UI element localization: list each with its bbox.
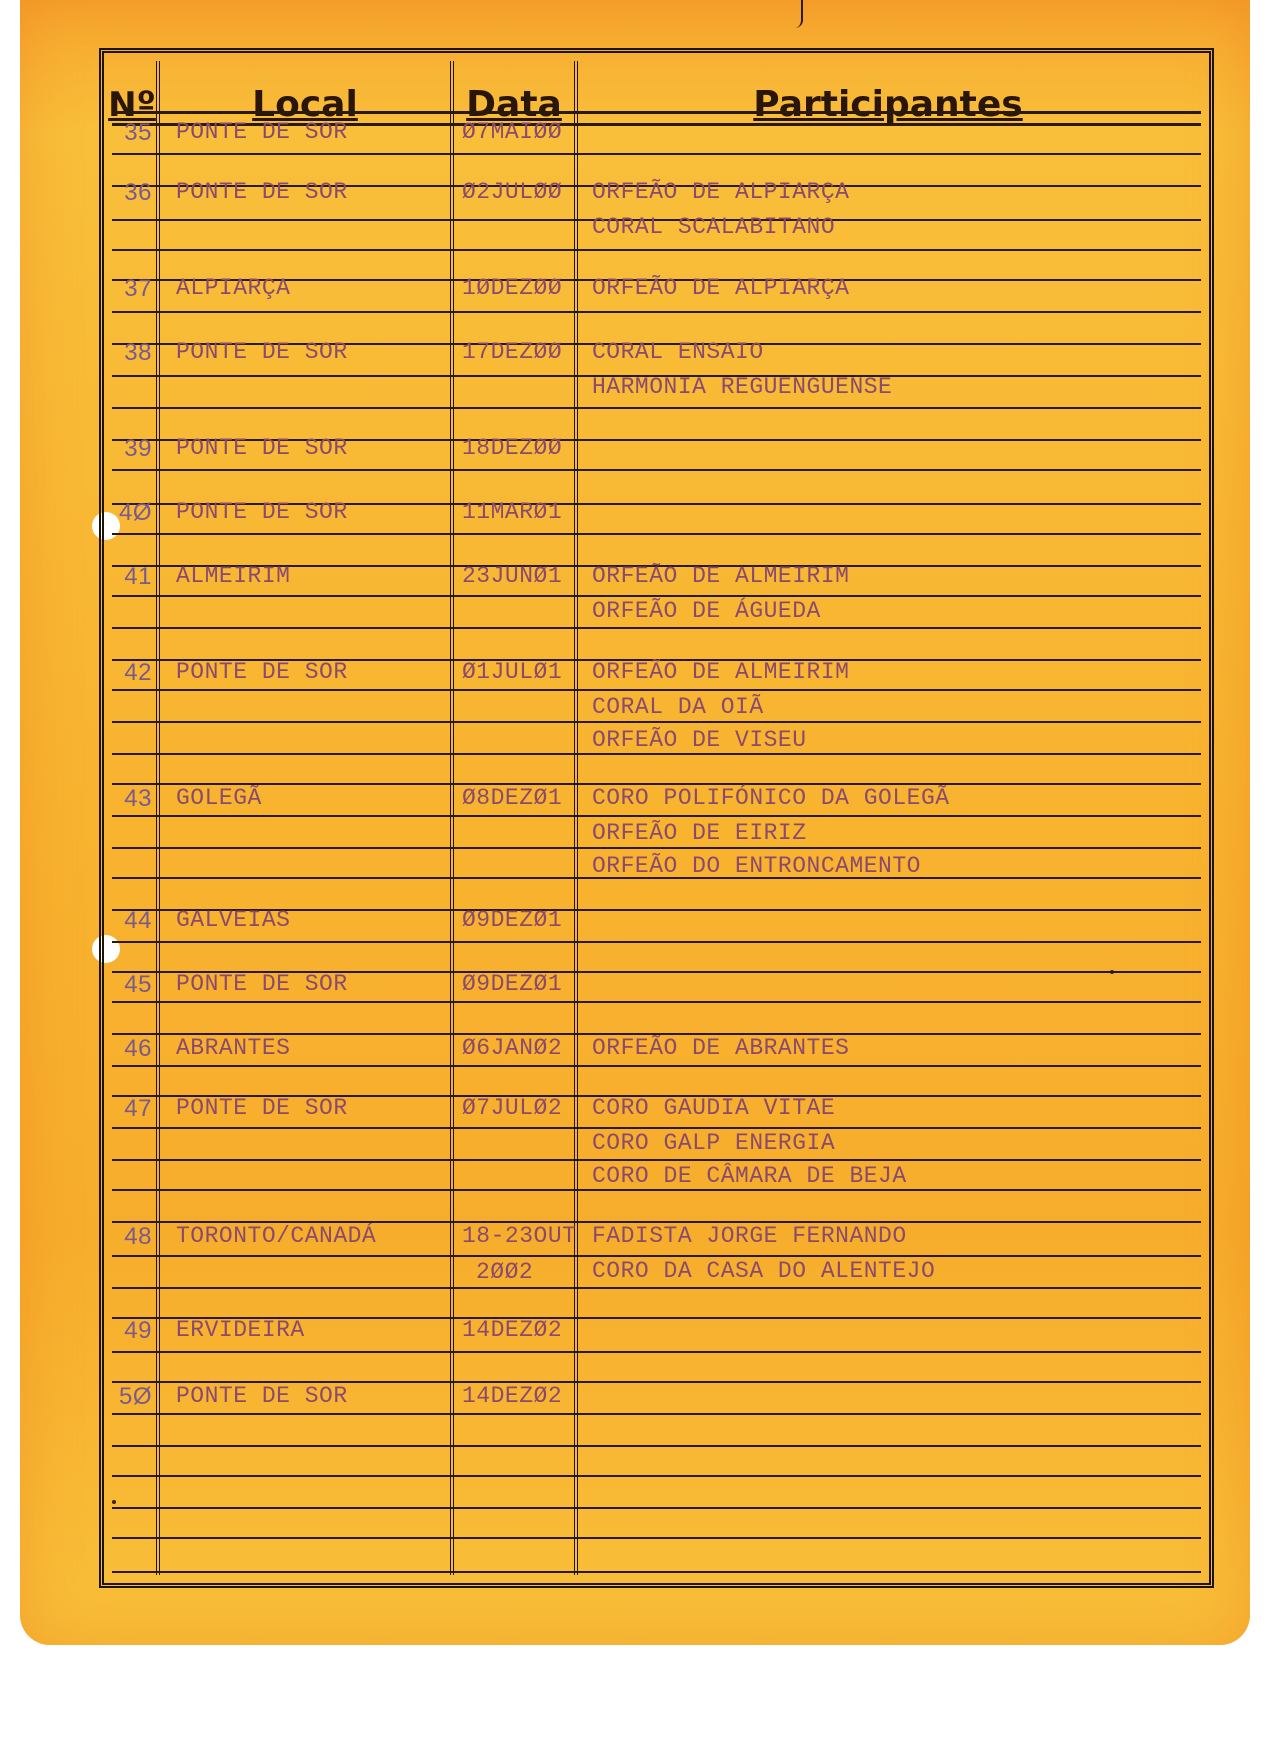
entry-date: 18DEZØØ (462, 435, 563, 461)
header-local: Local (252, 84, 358, 125)
entry-participant: ORFEÃO DE ABRANTES (592, 1035, 850, 1061)
entry-local: PONTE DE SOR (176, 435, 348, 461)
ruled-line (112, 1571, 1201, 1573)
entry-participant: HARMONIA REGUENGUENSE (592, 374, 893, 400)
entry-local: ALPIARÇA (176, 275, 291, 301)
entry-local: GOLEGÃ (176, 785, 262, 811)
entry-date: Ø6JANØ2 (462, 1035, 563, 1061)
ledger-table (99, 48, 1214, 1588)
header-num: Nº (108, 85, 156, 125)
ruled-line (112, 1159, 1201, 1161)
entry-number: 4Ø (118, 499, 152, 526)
entry-participant: CORO GALP ENERGIA (592, 1130, 836, 1156)
column-divider (156, 61, 160, 1575)
ledger-sheet (20, 0, 1250, 1645)
entry-number: 44 (124, 907, 152, 934)
ruled-line (112, 1475, 1201, 1477)
entry-number: 49 (124, 1317, 152, 1344)
ruled-line (112, 1001, 1201, 1003)
entry-date: Ø8DEZØ1 (462, 785, 563, 811)
entry-date: Ø7JULØ2 (462, 1095, 563, 1121)
entry-local: GALVEIAS (176, 907, 291, 933)
ruled-line (112, 595, 1201, 597)
header-data: Data (466, 84, 562, 125)
entry-number: 45 (124, 971, 152, 998)
entry-number: 5Ø (118, 1383, 152, 1410)
ruled-line (112, 721, 1201, 723)
entry-local: ABRANTES (176, 1035, 291, 1061)
entry-date: Ø2JULØØ (462, 179, 563, 205)
ruled-line (112, 627, 1201, 629)
ruled-line (112, 533, 1201, 535)
pen-mark (795, 0, 803, 28)
entry-number: 35 (124, 119, 152, 146)
entry-local: PONTE DE SOR (176, 499, 348, 525)
entry-date: Ø1JULØ1 (462, 659, 563, 685)
entry-number: 46 (124, 1035, 152, 1062)
entry-date: 18-23OUT (462, 1223, 577, 1249)
header-participantes: Participantes (753, 84, 1023, 125)
ruled-line (112, 1287, 1201, 1289)
entry-participant: CORAL DA OIÃ (592, 694, 764, 720)
entry-participant: ORFEÃO DE ÁGUEDA (592, 598, 821, 624)
ruled-line (112, 311, 1201, 313)
column-divider (450, 61, 454, 1575)
entry-date-line2: 2ØØ2 (476, 1259, 534, 1285)
entry-number: 38 (124, 339, 152, 366)
ruled-line (112, 1065, 1201, 1067)
entry-participant: ORFEÃO DE ALMEIRIM (592, 659, 850, 685)
entry-local: PONTE DE SOR (176, 1383, 348, 1409)
entry-local: PONTE DE SOR (176, 1095, 348, 1121)
ruled-line (112, 469, 1201, 471)
entry-local: ALMEIRIM (176, 563, 291, 589)
entry-number: 43 (124, 785, 152, 812)
ruled-line (112, 941, 1201, 943)
entry-local: PONTE DE SOR (176, 179, 348, 205)
ruled-line (112, 689, 1201, 691)
ruled-line (112, 847, 1201, 849)
entry-date: 11MARØ1 (462, 499, 563, 525)
ruled-line (112, 249, 1201, 251)
ruled-line (112, 1351, 1201, 1353)
ruled-line (112, 1507, 1201, 1509)
entry-participant: CORO GAUDIA VITAE (592, 1095, 836, 1121)
entry-local: PONTE DE SOR (176, 659, 348, 685)
ruled-line (112, 1127, 1201, 1129)
entry-date: 14DEZØ2 (462, 1317, 563, 1343)
entry-local: PONTE DE SOR (176, 971, 348, 997)
entry-participant: ORFEÃO DE EIRIZ (592, 820, 807, 846)
column-divider (574, 61, 578, 1575)
ruled-line (112, 753, 1201, 755)
entry-number: 41 (124, 563, 152, 590)
entry-participant: ORFEÃO DE VISEU (592, 727, 807, 753)
entry-number: 37 (124, 275, 152, 302)
ruled-line (112, 1445, 1201, 1447)
entry-local: PONTE DE SOR (176, 339, 348, 365)
entry-participant: CORO DA CASA DO ALENTEJO (592, 1258, 936, 1284)
ruled-line (112, 1537, 1201, 1539)
ruled-line (112, 153, 1201, 155)
entry-date: Ø9DEZØ1 (462, 971, 563, 997)
entry-date: Ø9DEZØ1 (462, 907, 563, 933)
entry-date: Ø7MAIØØ (462, 119, 563, 145)
entry-participant: ORFEÃO DE ALPIARÇA (592, 275, 850, 301)
entry-participant: ORFEÃO DO ENTRONCAMENTO (592, 853, 921, 879)
entry-number: 42 (124, 659, 152, 686)
entry-number: 36 (124, 179, 152, 206)
entry-participant: ORFEÃO DE ALMEIRIM (592, 563, 850, 589)
ruled-line (112, 1189, 1201, 1191)
entry-number: 39 (124, 435, 152, 462)
ruled-line (112, 1255, 1201, 1257)
entry-participant: ORFEÃO DE ALPIARÇA (592, 179, 850, 205)
ruled-line (112, 815, 1201, 817)
entry-participant: FADISTA JORGE FERNANDO (592, 1223, 907, 1249)
entry-participant: CORAL SCALABITANO (592, 214, 836, 240)
entry-local: TORONTO/CANADÁ (176, 1223, 377, 1249)
entry-date: 14DEZØ2 (462, 1383, 563, 1409)
entry-participant: CORO DE CÂMARA DE BEJA (592, 1163, 907, 1189)
entry-participant: CORO POLIFÓNICO DA GOLEGÃ (592, 785, 950, 811)
entry-date: 17DEZØØ (462, 339, 563, 365)
ruled-line (112, 1413, 1201, 1415)
entry-participant: CORAL ENSAIO (592, 339, 764, 365)
ruled-line (112, 407, 1201, 409)
entry-local: PONTE DE SOR (176, 119, 348, 145)
ruled-line (112, 111, 1201, 114)
entry-date: 23JUNØ1 (462, 563, 563, 589)
entry-number: 48 (124, 1223, 152, 1250)
entry-local: ERVIDEIRA (176, 1317, 305, 1343)
entry-date: 1ØDEZØØ (462, 275, 563, 301)
entry-number: 47 (124, 1095, 152, 1122)
